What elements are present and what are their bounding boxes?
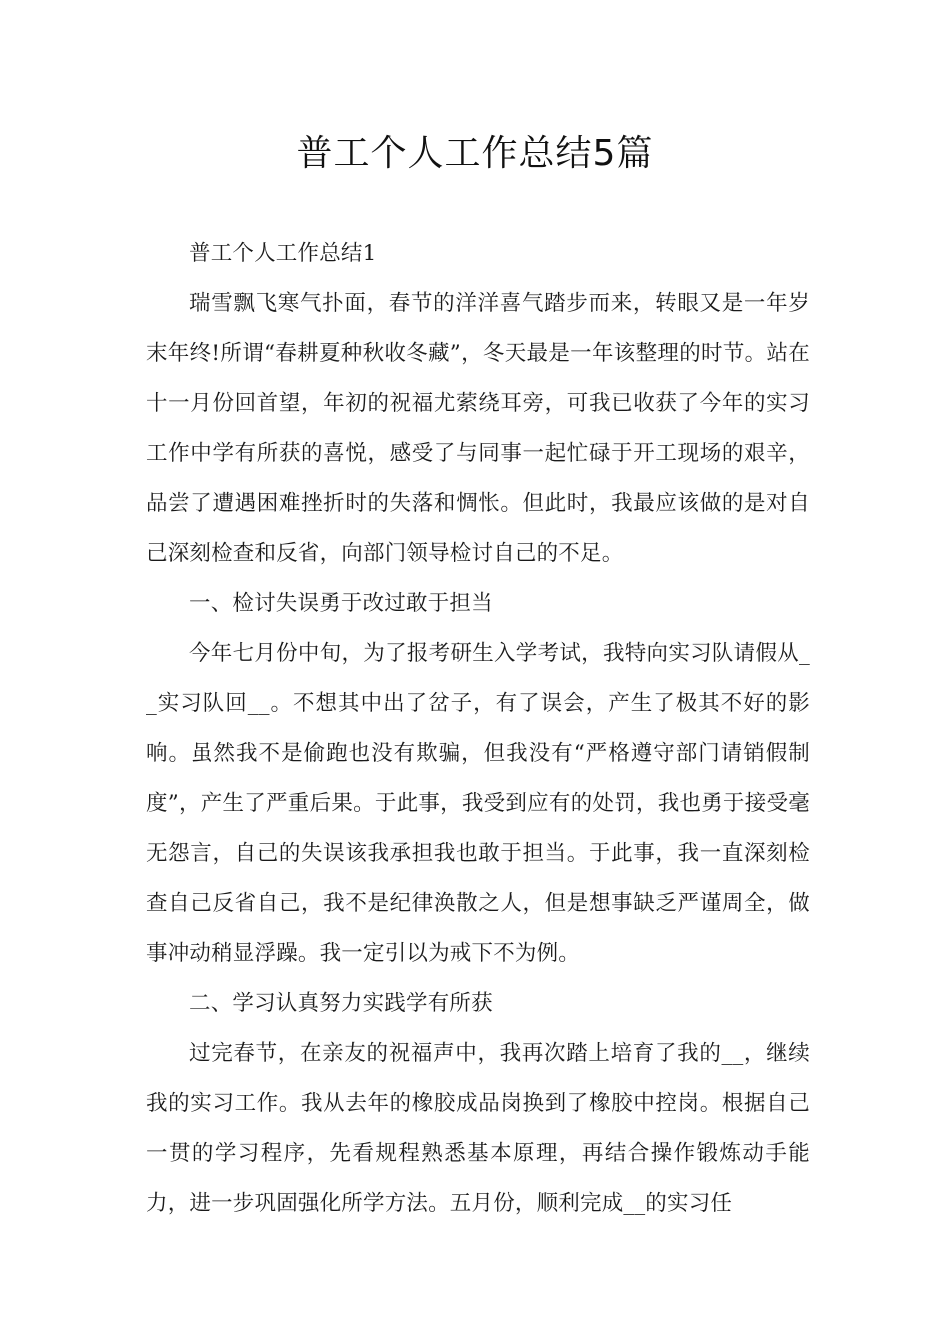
document-body (146, 229, 810, 1229)
body-paragraph: 过完春节，在亲友的祝福声中，我再次踏上培育了我的__，继续我的实习工作。我从去年的橡胶成品岗换到了橡胶中控岗。根据自己一贯的学习程序，先看规程熟悉基本原理，再结合操作锻炼动手能力，进一步巩固强化所学方法。五月份，顺利完成__的实习任 (146, 1041, 810, 1216)
section-heading: 一、检讨失误勇于改过敢于担当 (189, 591, 493, 616)
body-paragraph: 瑞雪飘飞寒气扑面，春节的洋洋喜气踏步而来，转眼又是一年岁末年终!所谓“春耕夏种秋收冬藏”，冬天最是一年该整理的时节。站在十一月份回首望，年初的祝福尤萦绕耳旁，可我已收获了今年的实习工作中学有所获的喜悦，感受了与同事一起忙碌于开工现场的艰辛，品尝了遭遇困难挫折时的失落和惆怅。但此时，我最应该做的是对自己深刻检查和反省，向部门领导检讨自己的不足。 (146, 291, 810, 566)
document-title: 普工个人工作总结5篇 (296, 133, 654, 174)
body-paragraph: 今年七月份中旬，为了报考研生入学考试，我特向实习队请假从__实习队回__。不想其中出了岔子，有了误会，产生了极其不好的影响。虽然我不是偷跑也没有欺骗，但我没有“严格遵守部门请销假制度”，产生了严重后果。于此事，我受到应有的处罚，我也勇于接受毫无怨言，自己的失误该我承担我也敢于担当。于此事，我一直深刻检查自己反省自己，我不是纪律涣散之人，但是想事缺乏严谨周全，做事冲动稍显浮躁。我一定引以为戒下不为例。 (146, 641, 810, 966)
section-heading: 普工个人工作总结1 (189, 241, 377, 266)
section-heading: 二、学习认真努力实践学有所获 (189, 991, 493, 1016)
